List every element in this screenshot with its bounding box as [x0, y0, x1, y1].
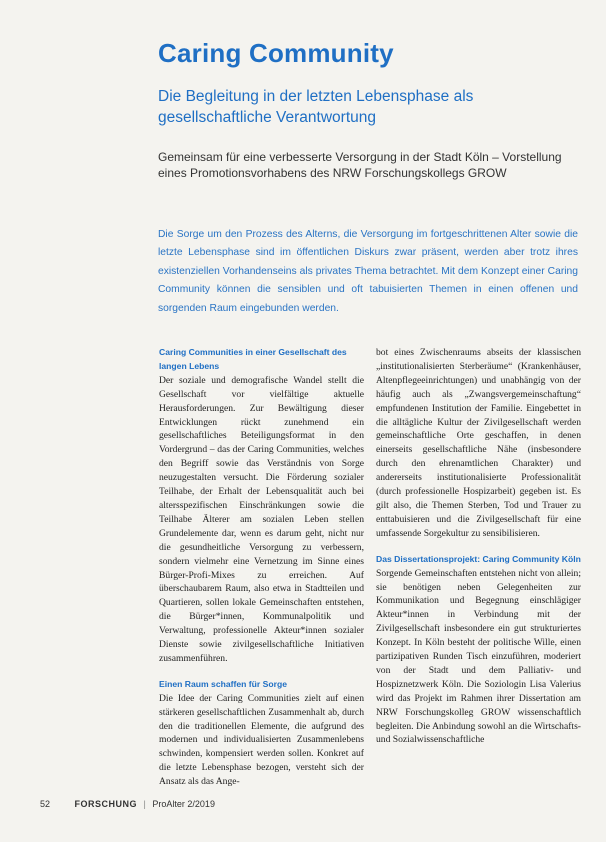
left-column: [159, 346, 364, 801]
section-heading: Caring Communities in einer Gesellschaft des langen Lebens: [159, 347, 347, 371]
body-paragraph: bot eines Zwischenraums abseits der klassischen „institutionalisierten Sterberäume“ (Krankenhäuser, Altenpflegeeinrichtungen) und unabhängig von der häufig auch als „Zwangsvergemeinschaftung“ empfundenen Institution der Familie. Eingebettet in die alltägliche Kultur der Zivilgesellschaft werden gemeinschaftliche Orte geschaffen, in denen einerseits gesellschaftliche Nähe (insbesondere durch den ehrenamtlichen Charakter) und andererseits institutionalisierte Professionalität (durch professionelle Hospizarbeit) gegeben ist. Es gilt also, die Themen Sterben, Tod und Trauer zu enttabuisieren und die Zivilgesellschaft für eine umfassende Sorgekultur zu sensibilisieren.: [376, 347, 581, 539]
section-heading: Das Dissertationsprojekt: Caring Community Köln: [376, 553, 581, 564]
article-subtitle: Die Begleitung in der letzten Lebensphase als gesellschaftliche Verantwortung: [158, 88, 474, 126]
footer-separator: |: [143, 799, 146, 809]
right-column: [376, 346, 581, 759]
section-heading: Einen Raum schaffen für Sorge: [159, 678, 287, 689]
body-paragraph: Die Idee der Caring Communities zielt auf einen stärkeren gesellschaftlichen Zusammenhalt ab, durch den die traditionellen Elemente, die aufgrund des modernen und individualisierten Zusammenlebens schwinden, kompensiert werden sollen. Konkret auf die letzte Lebensphase bezogen, versteht sich der Ansatz als das Ange-: [159, 692, 364, 788]
body-paragraph: Sorgende Gemeinschaften entstehen nicht von allein; sie benötigen neben Gelegenheiten zur Kommunikation und Begegnung einschlägiger Akteur*innen in Verbindung mit der Zivilgesellschaft insbesondere ein gut strukturiertes Konzept. In Köln besteht der politische Wille, einen partizipativen Runden Tisch einzuführen, moderiert von der Stadt und dem Palliativ- und Hospiznetzwerk Köln. Die Soziologin Lisa Valerius wird das Projekt im Rahmen ihrer Dissertation am NRW Forschungskolleg GROW wissenschaftlich begleiten. Die Anbindung sowohl an die Wirtschafts- und Sozialwissenschaftliche: [376, 567, 581, 746]
article-intro: Gemeinsam für eine verbesserte Versorgung in der Stadt Köln – Vorstellung eines Promotionsvorhabens des NRW Forschungskollegs GROW: [158, 150, 562, 180]
body-paragraph: Der soziale und demografische Wandel stellt die Gesellschaft vor vielfältige aktuelle Herausforderungen. Zur Bewältigung dieser Entwicklungen rückt zunehmend ein gesellschaftliches Beteiligungsformat in den Vordergrund – das der Caring Communities, welches den Begriff sowie das Verständnis von Sorge neuzugestalten versucht. Die Förderung sozialer Teilhabe, der Erhalt der Lebensqualität auch bei altersspezifischen Einschränkungen sowie die Teilhabe Älterer am sozialen Leben stellen Grundelemente dar, wenn es darum geht, nicht nur die gesundheitliche Versorgung zu verbessern, sondern vielmehr eine Vernetzung im Sinne eines Bürger-Profi-Mixes zu erreichen. Auf überschaubarem Raum, also etwa in Stadtteilen und Quartieren, sollen lokale Gemeinschaften entstehen, die Bürger*innen, Kommunalpolitik und Verwaltung, professionelle Akteur*innen sozialer Dienste sowie zivilgesellschaftliche Initiativen zusammenführen.: [159, 374, 364, 664]
footer-publication: ProAlter 2/2019: [152, 799, 215, 809]
page-number: 52: [40, 799, 51, 809]
article-lead: Die Sorge um den Prozess des Alterns, die Versorgung im fortgeschrittenen Alter sowie die letzte Lebensphase sind im öffentlichen Diskurs zwar präsent, werden aber trotz ihres existenziellen Vorhandenseins als privates Thema betrachtet. Mit dem Konzept einer Caring Community können die sensiblen und oft tabuisierten Themen in einen offenen und sorgenden Raum eingebunden werden.: [158, 229, 578, 314]
article-title: Caring Community: [158, 38, 394, 68]
footer-section: FORSCHUNG: [74, 799, 138, 809]
page-footer: [40, 799, 215, 809]
